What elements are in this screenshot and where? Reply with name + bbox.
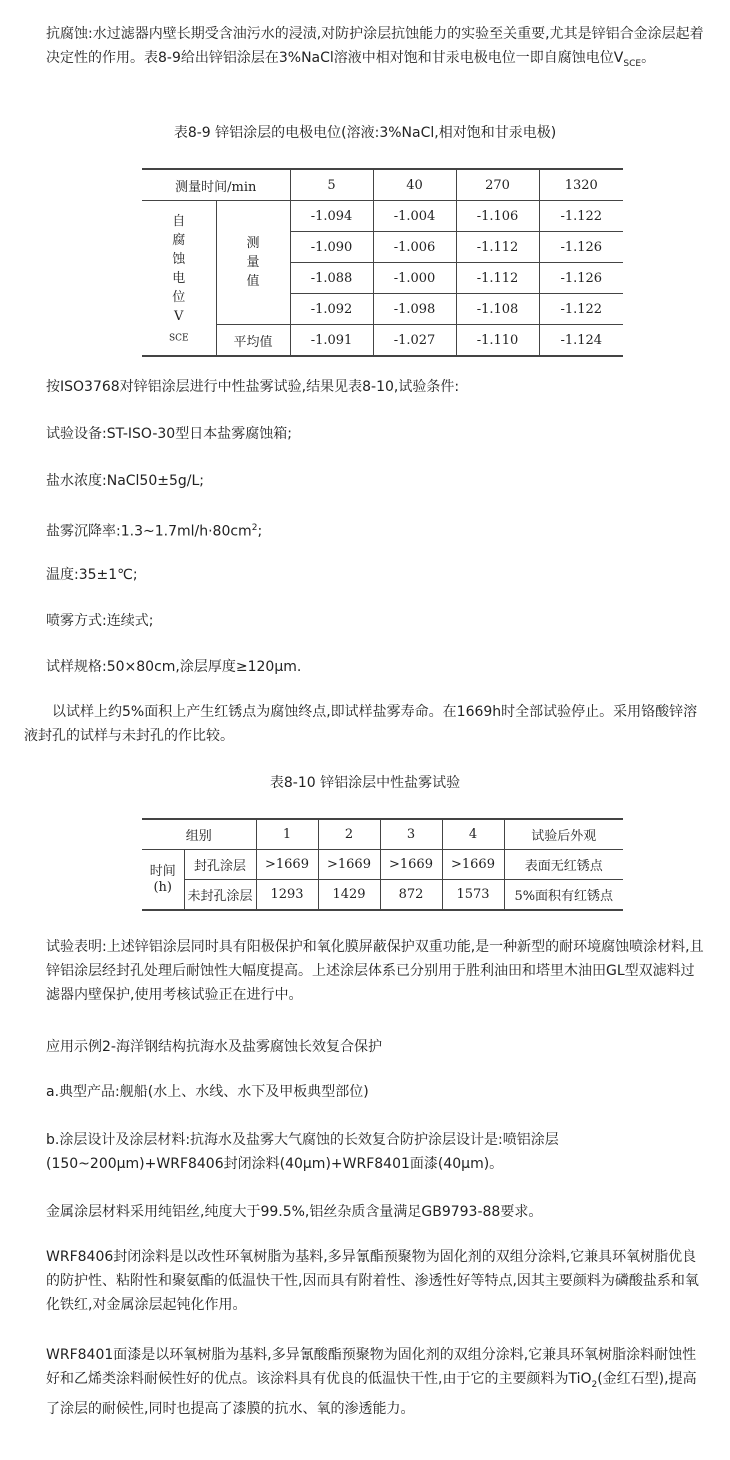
group-col: 4 <box>442 819 504 850</box>
time-label <box>142 850 184 911</box>
p5-text: 盐雾沉降率:1.3~1.7ml/h·80cm <box>46 523 252 540</box>
avg-label: 平均值 <box>216 325 290 357</box>
cell: 1293 <box>256 880 318 911</box>
table810 <box>142 818 623 911</box>
paragraph-8: 试样规格:50×80cm,涂层厚度≥120μm. <box>46 659 302 675</box>
intro-end: 。 <box>641 50 656 66</box>
unsealed-label: 未封孔涂层 <box>184 880 256 911</box>
p16-text: WRF8401面漆是以环氧树脂为基料,多异氰酸酯预聚物为固化剂的双组分涂料,它兼具环氧树脂涂料耐蚀性好和乙烯类涂料耐候性好的优点。该涂料具有优良的低温快干性,由于它的主要颜料为TiO <box>46 1347 697 1387</box>
cell: -1.098 <box>373 294 456 325</box>
sealed-label: 封孔涂层 <box>184 850 256 880</box>
time-label-text: 时间(h) <box>149 863 176 895</box>
paragraph-5 <box>46 516 706 544</box>
table89-caption: 表8-9 锌铝涂层的电极电位(溶液:3%NaCl,相对饱和甘汞电极) <box>173 125 557 141</box>
intro-sub: SCE <box>623 58 642 69</box>
cell: -1.122 <box>539 294 623 325</box>
cell: -1.112 <box>456 263 539 294</box>
cell: -1.106 <box>456 201 539 232</box>
cell: -1.004 <box>373 201 456 232</box>
cell: >1669 <box>380 850 442 880</box>
intro-text: 抗腐蚀:水过滤器内壁长期受含油污水的浸渍,对防护涂层抗蚀能力的实验至关重要,尤其是锌铝合金涂层起着决定性的作用。表8-9给出锌铝涂层在3%NaCl溶液中相对饱和甘汞电极电位一即自腐蚀电位V <box>46 26 704 66</box>
paragraph-7: 喷雾方式:连续式; <box>46 613 154 629</box>
paragraph-11: 应用示例2-海洋钢结构抗海水及盐雾腐蚀长效复合保护 <box>46 1039 382 1055</box>
paragraph-16 <box>46 1343 706 1421</box>
paragraph-10: 试验表明:上述锌铝涂层同时具有阳极保护和氧化膜屏蔽保护双重功能,是一种新型的耐环境腐蚀喷涂材料,且锌铝涂层经封孔处理后耐蚀性大幅度提高。上述涂层体系已分别用于胜利油田和塔里木油田GL型双滤料过滤器内壁保护,使用考核试验正在进行中。 <box>46 939 704 1003</box>
cell: -1.108 <box>456 294 539 325</box>
paragraph-12: a.典型产品:舰船(水上、水线、水下及甲板典型部位) <box>46 1084 369 1100</box>
time-col: 5 <box>290 169 373 201</box>
paragraph-2: 按ISO3768对锌铝涂层进行中性盐雾试验,结果见表8-10,试验条件: <box>46 379 460 395</box>
table810-caption: 表8-10 锌铝涂层中性盐雾试验 <box>269 775 461 791</box>
p16-end: (金红石型),提高了涂层的耐候性,同时也提高了漆膜的抗水、氧的渗透能力。 <box>46 1371 697 1417</box>
cell: >1669 <box>318 850 380 880</box>
measured-text: 测量值 <box>246 236 260 289</box>
time-col: 270 <box>456 169 539 201</box>
row-group-label <box>142 201 216 357</box>
cell: 5%面积有红锈点 <box>504 880 623 911</box>
cell: -1.090 <box>290 232 373 263</box>
group-header: 组别 <box>142 819 256 850</box>
cell: -1.112 <box>456 232 539 263</box>
avg-cell: -1.091 <box>290 325 373 357</box>
time-header: 测量时间/min <box>142 169 290 201</box>
cell: -1.000 <box>373 263 456 294</box>
avg-cell: -1.110 <box>456 325 539 357</box>
row-group-sub: SCE <box>168 333 189 344</box>
p16-sub: 2 <box>591 1379 598 1390</box>
cell: -1.088 <box>290 263 373 294</box>
table89 <box>142 168 623 357</box>
cell: 1573 <box>442 880 504 911</box>
cell: -1.094 <box>290 201 373 232</box>
cell: -1.126 <box>539 232 623 263</box>
cell: -1.006 <box>373 232 456 263</box>
avg-cell: -1.124 <box>539 325 623 357</box>
time-col: 1320 <box>539 169 623 201</box>
cell: 表面无红锈点 <box>504 850 623 880</box>
paragraph-9: 以试样上约5%面积上产生红锈点为腐蚀终点,即试样盐雾寿命。在1669h时全部试验停止。采用铬酸锌溶液封孔的试样与未封孔的作比较。 <box>24 704 698 744</box>
paragraph-15: WRF8406封闭涂料是以改性环氧树脂为基料,多异氰酯预聚物为固化剂的双组分涂料,它兼具环氧树脂优良的防护性、粘附性和聚氨酯的低温快干性,因而具有附着性、渗透性好等特点,因其主要颜料为磷酸盐系和氧化铁红,对金属涂层起钝化作用。 <box>46 1249 699 1313</box>
measured-label <box>216 201 290 325</box>
group-col: 3 <box>380 819 442 850</box>
appearance-header: 试验后外观 <box>504 819 623 850</box>
intro-paragraph <box>46 22 706 76</box>
avg-cell: -1.027 <box>373 325 456 357</box>
paragraph-3: 试验设备:ST-ISO-30型日本盐雾腐蚀箱; <box>46 426 292 442</box>
paragraph-4: 盐水浓度:NaCl50±5g/L; <box>46 473 205 489</box>
cell: -1.126 <box>539 263 623 294</box>
paragraph-13: b.涂层设计及涂层材料:抗海水及盐雾大气腐蚀的长效复合防护涂层设计是:喷铝涂层(150~200μm)+WRF8406封闭涂料(40μm)+WRF8401面漆(40μm)。 <box>46 1132 559 1172</box>
cell: 1429 <box>318 880 380 911</box>
p5-sup: 2 <box>251 523 258 533</box>
cell: -1.092 <box>290 294 373 325</box>
paragraph-14: 金属涂层材料采用纯铝丝,纯度大于99.5%,铝丝杂质含量满足GB9793-88要求。 <box>46 1204 543 1220</box>
group-col: 1 <box>256 819 318 850</box>
cell: >1669 <box>256 850 318 880</box>
p5-end: ; <box>257 523 263 540</box>
cell: >1669 <box>442 850 504 880</box>
paragraph-6: 温度:35±1℃; <box>46 567 138 583</box>
row-group-text: 自腐蚀电位V <box>172 214 186 325</box>
time-col: 40 <box>373 169 456 201</box>
cell: 872 <box>380 880 442 911</box>
group-col: 2 <box>318 819 380 850</box>
cell: -1.122 <box>539 201 623 232</box>
